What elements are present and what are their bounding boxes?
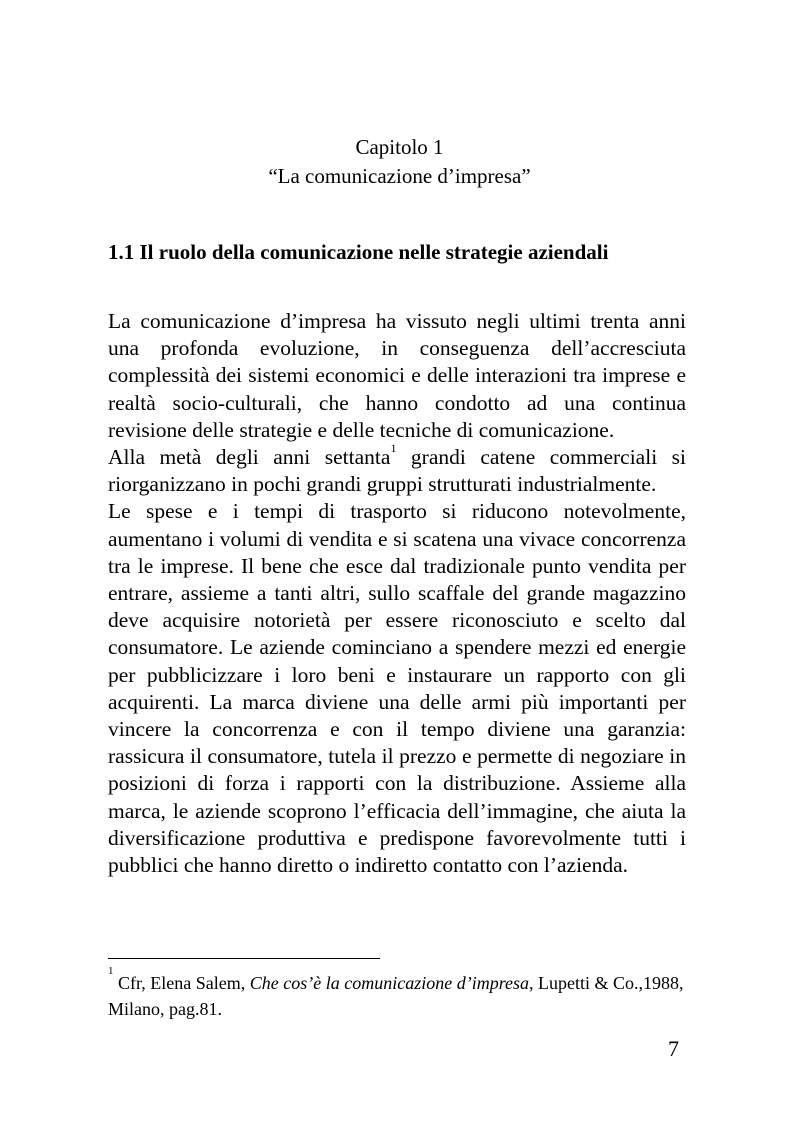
paragraph-2-start: Alla metà degli anni settanta bbox=[108, 445, 391, 470]
section-title: 1.1 Il ruolo della comunicazione nelle strategie aziendali bbox=[108, 240, 609, 264]
footnote-prefix: Cfr, Elena Salem, bbox=[113, 973, 250, 993]
paragraph-2 bbox=[108, 441, 686, 498]
chapter-title: “La comunicazione d’impresa” bbox=[268, 164, 531, 188]
footnote-number: 1 bbox=[108, 965, 114, 977]
paragraph-2-end: grandi catene commerciali si riorganizzano in pochi grandi gruppi strutturati industrialmente. bbox=[108, 445, 686, 497]
body-text bbox=[108, 308, 686, 879]
paragraph-3: Le spese e i tempi di trasporto si riducono notevolmente, aumentano i volumi di vendita e si scatena una vivace concorrenza tra le imprese. Il bene che esce dal tradizionale punto vendita per entrare, assieme a tanti altri, sullo scaffale del grande magazzino deve acquisire notorietà per essere riconosciuto e scelto dal consumatore. Le aziende cominciano a spendere mezzi ed energie per pubblicizzare i loro beni e instaurare un rapporto con gli acquirenti. La marca diviene una delle armi più importanti per vincere la concorrenza e con il tempo diviene una garanzia: rassicura il consumatore, tutela il prezzo e permette di negoziare in posizioni di forza i rapporti con la distribuzione. Assieme alla marca, le aziende scoprono l’efficacia dell’immagine, che aiuta la diversificazione produttiva e predispone favorevolmente tutti i pubblici che hanno diretto o indiretto contatto con l’azienda. bbox=[108, 499, 686, 878]
page-number: 7 bbox=[668, 1036, 679, 1061]
footnote bbox=[108, 965, 688, 1022]
chapter-heading bbox=[0, 133, 793, 191]
paragraph-1: La comunicazione d’impresa ha vissuto negli ultimi trenta anni una profonda evoluzione, in conseguenza dell’accresciuta complessità dei sistemi economici e delle interazioni tra imprese e realtà socio-culturali, che hanno condotto ad una continua revisione delle strategie e delle tecniche di comunicazione. bbox=[108, 309, 686, 442]
footnote-separator bbox=[108, 958, 380, 959]
footnote-reference[interactable]: 1 bbox=[390, 441, 397, 456]
chapter-label: Capitolo 1 bbox=[355, 135, 444, 159]
footnote-work-title: Che cos’è la comunicazione d’impresa bbox=[249, 973, 530, 993]
footnote-suffix: , Lupetti & Co.,1988, Milano, pag.81. bbox=[108, 973, 684, 1019]
